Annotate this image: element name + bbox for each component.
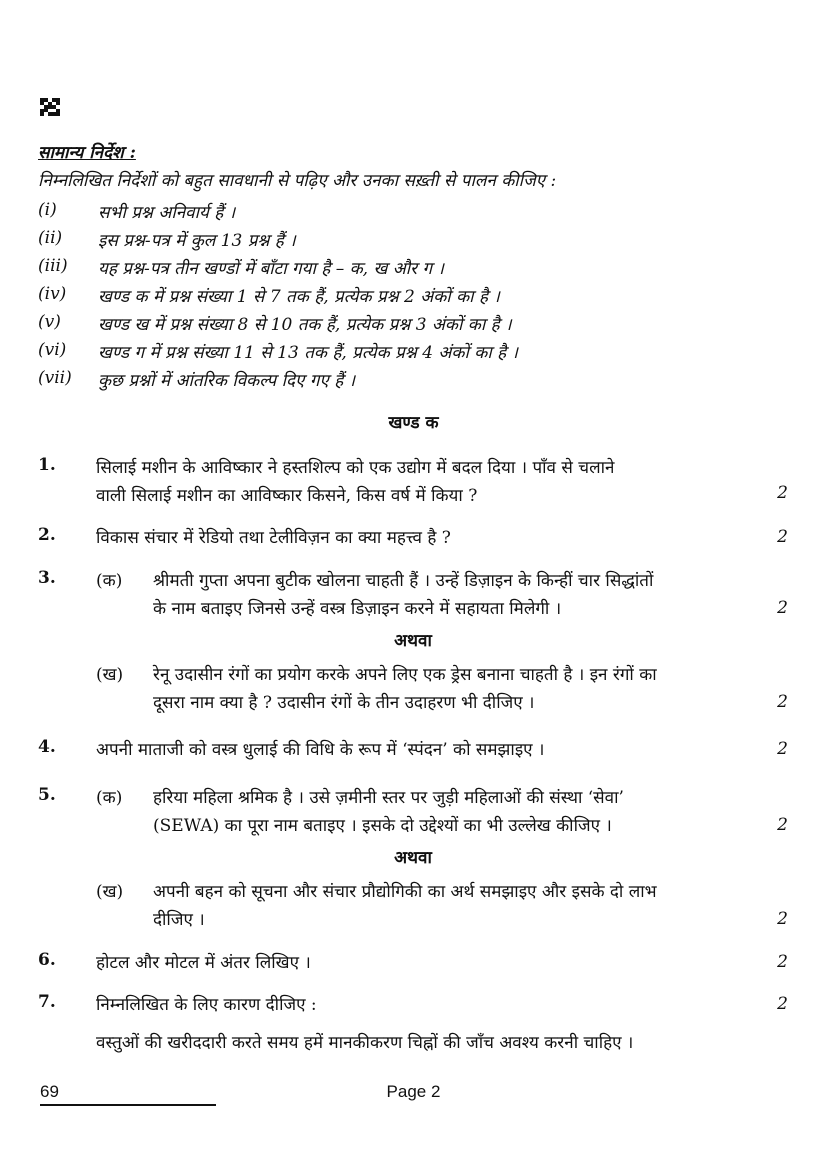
marks: 2 bbox=[777, 739, 788, 759]
question-number: 3. bbox=[38, 568, 56, 588]
instruction-item bbox=[38, 368, 798, 394]
instruction-number: (iv) bbox=[38, 284, 67, 304]
instruction-text: कुछ प्रश्नों में आंतरिक विकल्प दिए गए हैं । bbox=[98, 371, 356, 391]
section-heading: खण्ड क bbox=[388, 413, 439, 433]
instruction-text: खण्ड ग में प्रश्न संख्या 11 से 13 तक हैं, प्रत्येक प्रश्न 4 अंकों का है । bbox=[98, 343, 519, 363]
question-number: 1. bbox=[38, 455, 56, 475]
instruction-number: (vii) bbox=[38, 368, 72, 388]
paper-code: 69 bbox=[40, 1082, 59, 1101]
question-number: 4. bbox=[38, 737, 56, 757]
question-text: अपनी बहन को सूचना और संचार प्रौद्योगिकी का अर्थ समझाइए और इसके दो लाभ bbox=[153, 882, 657, 902]
option-label: (ख) bbox=[96, 882, 124, 902]
option-label: (क) bbox=[96, 788, 123, 808]
question-text: वाली सिलाई मशीन का आविष्कार किसने, किस वर्ष में किया ? bbox=[96, 486, 478, 506]
instruction-number: (iii) bbox=[38, 256, 68, 276]
question-number: 5. bbox=[38, 785, 56, 805]
question-text: रेनू उदासीन रंगों का प्रयोग करके अपने लिए एक ड्रेस बनाना चाहती है । इन रंगों का bbox=[153, 665, 657, 685]
marks: 2 bbox=[777, 909, 788, 929]
footer-rule bbox=[40, 1104, 216, 1106]
question-text: निम्नलिखित के लिए कारण दीजिए : bbox=[96, 995, 317, 1015]
marks: 2 bbox=[777, 952, 788, 972]
option-label: (ख) bbox=[96, 665, 124, 685]
question-text: दीजिए । bbox=[153, 910, 205, 930]
marks: 2 bbox=[777, 598, 788, 618]
question-number: 7. bbox=[38, 992, 56, 1012]
or-divider: अथवा bbox=[394, 631, 432, 651]
question-text: हरिया महिला श्रमिक है । उसे ज़मीनी स्तर पर जुड़ी महिलाओं की संस्था ‘सेवा’ bbox=[153, 788, 624, 808]
option-label: (क) bbox=[96, 571, 123, 591]
instruction-item bbox=[38, 256, 798, 282]
qr-code-icon bbox=[40, 98, 60, 116]
marks: 2 bbox=[777, 483, 788, 503]
question-text: विकास संचार में रेडियो तथा टेलीविज़न का क्या महत्त्व है ? bbox=[96, 528, 451, 548]
instruction-item bbox=[38, 284, 798, 310]
question-text: के नाम बताइए जिनसे उन्हें वस्त्र डिज़ाइन करने में सहायता मिलेगी । bbox=[153, 599, 562, 619]
instruction-item bbox=[38, 228, 798, 254]
question-text: अपनी माताजी को वस्त्र धुलाई की विधि के रूप में ‘स्पंदन’ को समझाइए । bbox=[96, 740, 545, 760]
instruction-item bbox=[38, 312, 798, 338]
instruction-text: खण्ड ख में प्रश्न संख्या 8 से 10 तक हैं, प्रत्येक प्रश्न 3 अंकों का है । bbox=[98, 315, 512, 335]
instruction-text: इस प्रश्न-पत्र में कुल 13 प्रश्न हैं । bbox=[98, 231, 296, 251]
instructions-subtitle: निम्नलिखित निर्देशों को बहुत सावधानी से पढ़िए और उनका सख़्ती से पालन कीजिए : bbox=[38, 171, 557, 191]
question-text: वस्तुओं की खरीददारी करते समय हमें मानकीकरण चिह्नों की जाँच अवश्य करनी चाहिए । bbox=[96, 1033, 634, 1053]
instruction-text: खण्ड क में प्रश्न संख्या 1 से 7 तक हैं, प्रत्येक प्रश्न 2 अंकों का है । bbox=[98, 287, 500, 307]
question-text: श्रीमती गुप्ता अपना बुटीक खोलना चाहती हैं । उन्हें डिज़ाइन के किन्हीं चार सिद्धांतों bbox=[153, 571, 654, 591]
instructions-heading: सामान्य निर्देश : bbox=[38, 143, 136, 163]
question-text: (SEWA) का पूरा नाम बताइए । इसके दो उद्देश्यों का भी उल्लेख कीजिए । bbox=[153, 816, 612, 836]
instruction-text: सभी प्रश्न अनिवार्य हैं । bbox=[98, 203, 236, 223]
marks: 2 bbox=[777, 692, 788, 712]
question-text: होटल और मोटल में अंतर लिखिए । bbox=[96, 953, 311, 973]
instruction-number: (ii) bbox=[38, 228, 63, 248]
instruction-number: (v) bbox=[38, 312, 61, 332]
marks: 2 bbox=[777, 815, 788, 835]
question-number: 2. bbox=[38, 525, 56, 545]
marks: 2 bbox=[777, 527, 788, 547]
instruction-item bbox=[38, 340, 798, 366]
or-divider: अथवा bbox=[394, 848, 432, 868]
instruction-number: (vi) bbox=[38, 340, 67, 360]
instruction-text: यह प्रश्न-पत्र तीन खण्डों में बाँटा गया है – क, ख और ग । bbox=[98, 259, 444, 279]
instruction-number: (i) bbox=[38, 200, 57, 220]
question-text: सिलाई मशीन के आविष्कार ने हस्तशिल्प को एक उद्योग में बदल दिया । पाँव से चलाने bbox=[96, 458, 615, 478]
instruction-item bbox=[38, 200, 798, 226]
page-number: Page 2 bbox=[386, 1082, 441, 1101]
question-text: दूसरा नाम क्या है ? उदासीन रंगों के तीन उदाहरण भी दीजिए । bbox=[153, 693, 535, 713]
marks: 2 bbox=[777, 994, 788, 1014]
question-number: 6. bbox=[38, 950, 56, 970]
